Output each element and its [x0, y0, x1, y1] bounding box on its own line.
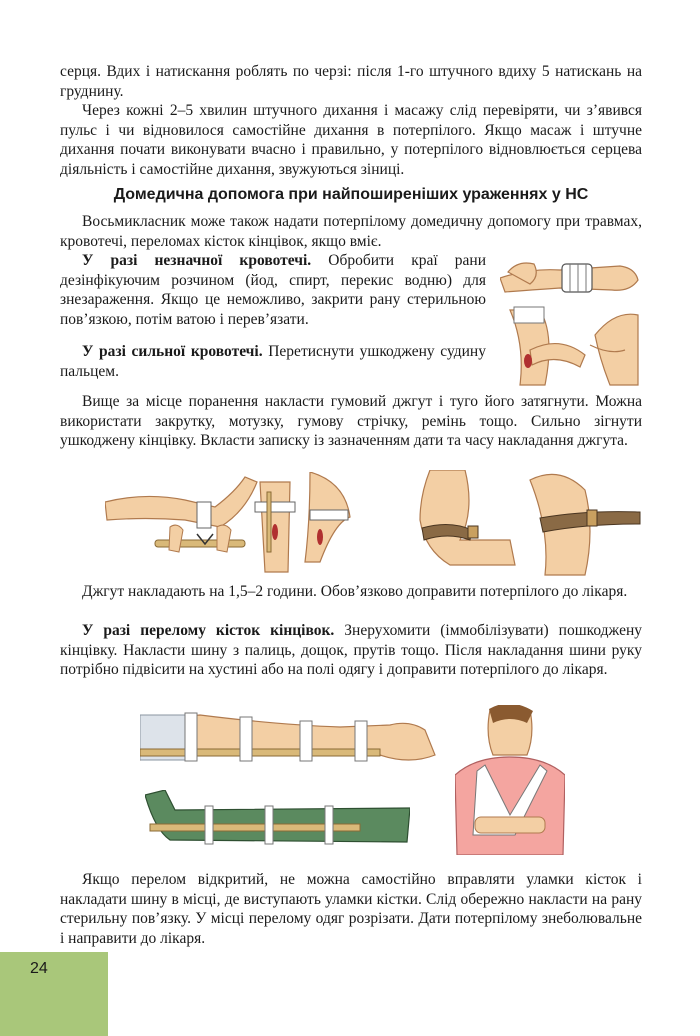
trouser-splint-illustration — [145, 790, 410, 850]
leg-splint-illustration — [140, 705, 440, 775]
arm-sling-illustration — [455, 705, 565, 855]
tourniquet-arm-illustration — [105, 472, 405, 577]
paragraph-minor-bleeding — [60, 251, 486, 329]
paragraph-open-fracture: Якщо перелом відкритий, не можна самостійно вправляти уламки кісток і накладати шину в місці, де виступають уламки кістки. Слід обережно накласти на рану стерильну пов’язку. У місці перелому одяг розрізати. Дати потерпілому знеболювальне і направити до лікаря. — [60, 871, 642, 947]
paragraph-intro: серця. Вдих і натискання роблять по черзі: після 1-го штучного вдиху 5 натискань на груднину. — [60, 63, 642, 100]
artery-pressure-illustration — [500, 305, 640, 390]
paragraph-eighth-grader: Восьмикласник може також надати потерпілому домедичну допомогу при травмах, кровотечі, переломах кісток кінцівок, якщо вміє. — [60, 213, 642, 250]
paragraph-duration: Джгут накладають на 1,5–2 години. Обов’язково доправити потерпілого до лікаря. — [82, 583, 628, 600]
belt-arm-illustration — [525, 470, 645, 580]
fracture-text: Знерухомити (іммобілізувати) пошкоджену кінцівку. Накласти шину з палиць, дощок, прутів тощо. Після накладання шини руку потрібно підвісити на хустині або на полі одягу і доправити потерпілого до лікаря. — [60, 622, 642, 678]
belt-leg-illustration — [410, 470, 520, 580]
fracture-lead: У разі перелому кісток кінцівок. — [82, 622, 335, 639]
paragraph-fracture — [60, 621, 642, 680]
section-heading: Домедична допомога при найпоширеніших ураженнях у НС — [113, 186, 589, 203]
paragraph-check-pulse: Через кожні 2–5 хвилин штучного дихання і масажу слід перевіряти, чи з’явився пульс і чи відновилося самостійне дихання в потерпілого. Якщо масаж і штучне дихання почати виконувати вчасно і правильно, у потерпілого відновлюється серцева діяльність і самостійне дихання, звужуються зіниці. — [60, 102, 642, 178]
page-number: 24 — [30, 960, 48, 977]
minor-bleeding-lead: У разі незначної кровотечі. — [82, 252, 312, 269]
paragraph-tourniquet: Вище за місце поранення накласти гумовий джгут і туго його затягнути. Можна використати закрутку, мотузку, гумову стрічку, ремінь тощо. Сильно зігнути ушкоджену кінцівку. Вкласти записку із зазначенням дати та часу накладання джгута. — [60, 393, 642, 449]
paragraph-severe-bleeding — [60, 342, 486, 381]
severe-bleeding-lead: У разі сильної кровотечі. — [82, 343, 263, 360]
severe-bleeding-text: Перетиснути ушкоджену судину пальцем. — [60, 343, 486, 380]
wrist-bandage-illustration — [500, 250, 640, 300]
minor-bleeding-text: Обробити краї рани дезінфікуючим розчином (йод, спирт, перекис водню) для знезараження. Якщо це неможливо, закрити рану стерильною пов’язкою, потім ватою і перев’язати. — [60, 252, 486, 328]
page-number-tab — [0, 952, 108, 1036]
